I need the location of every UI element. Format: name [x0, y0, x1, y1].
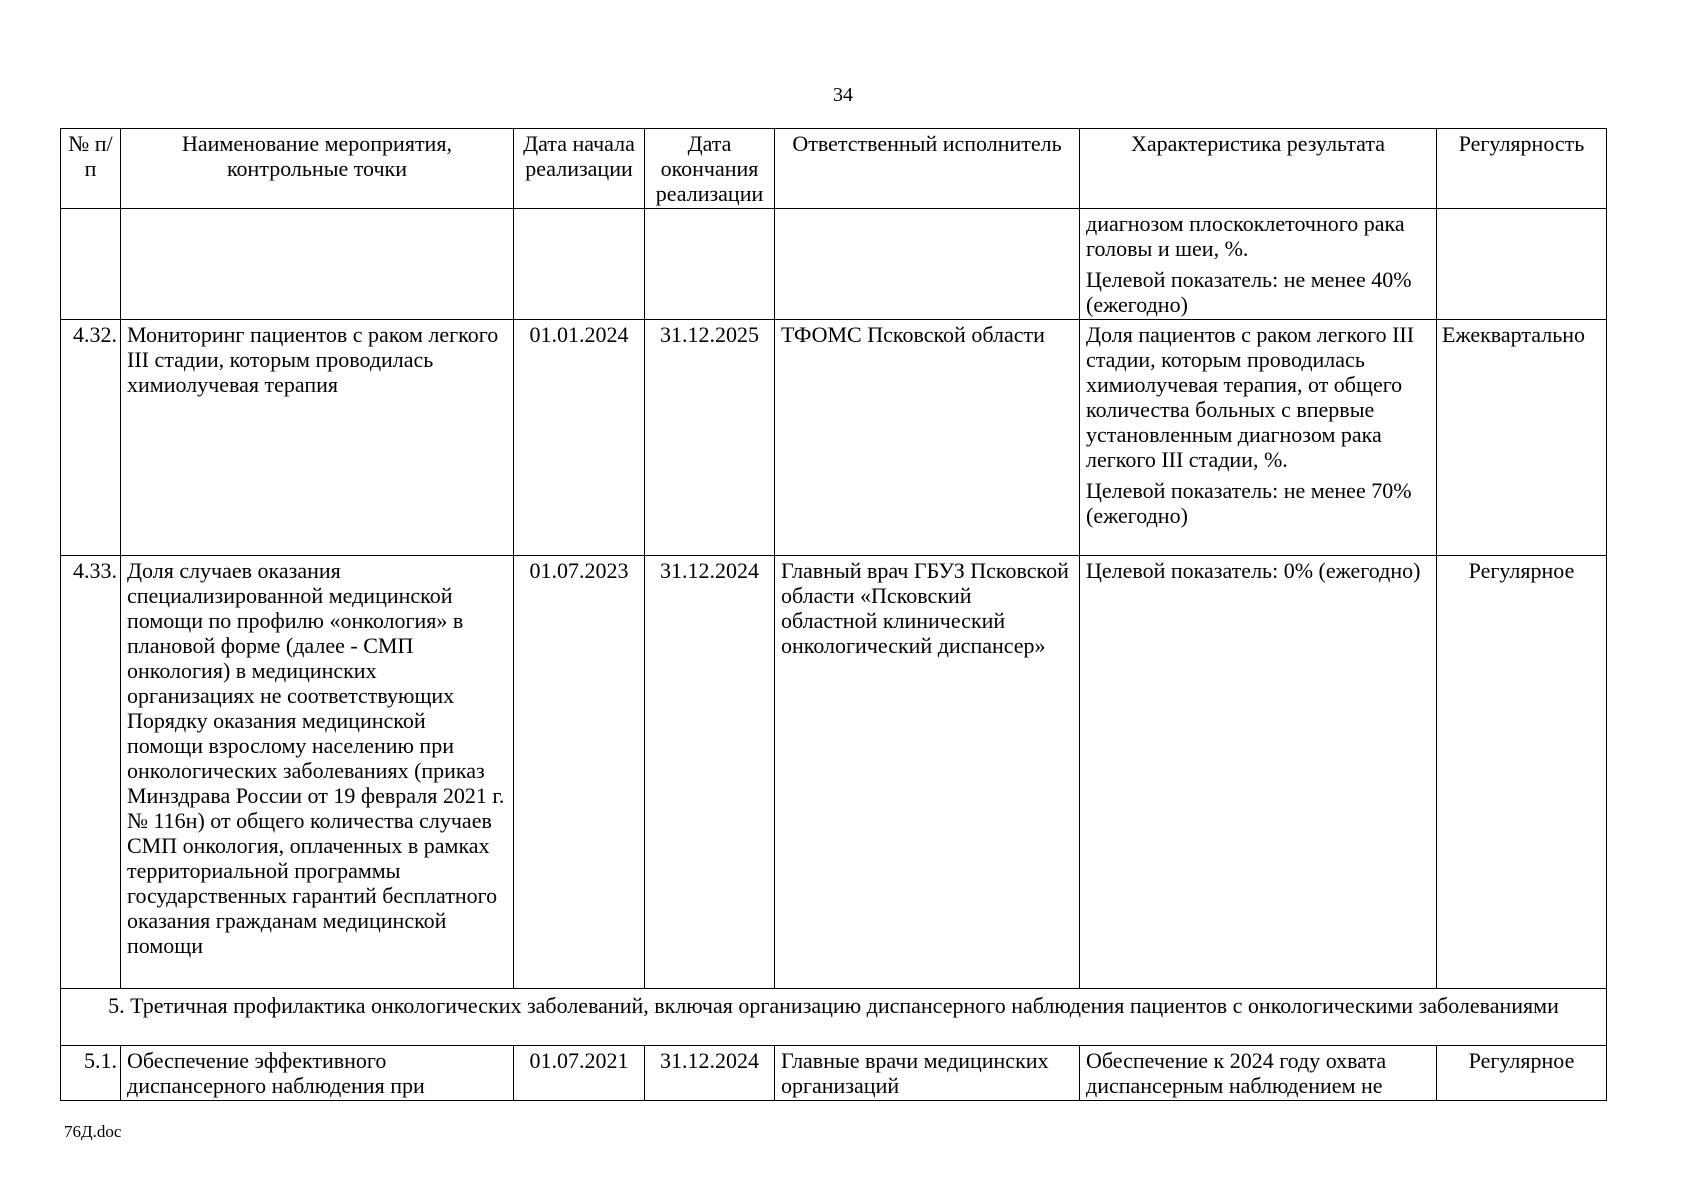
result-paragraph: Целевой показатель: 0% (ежегодно) [1086, 558, 1421, 583]
header-name: Наименование мероприятия, контрольные точки [121, 129, 514, 209]
row-responsible: Главный врач ГБУЗ Псковской области «Псковский областной клинический онкологический диспансер» [775, 556, 1080, 989]
row-end-date [645, 209, 775, 320]
row-regularity [1437, 209, 1607, 320]
page-number: 34 [833, 84, 853, 106]
row-end-date: 31.12.2024 [645, 556, 775, 989]
result-paragraph: диагнозом плоскоклеточного рака головы и шеи, %. [1086, 211, 1405, 261]
header-regularity: Регулярность [1437, 129, 1607, 209]
row-start-date: 01.07.2023 [514, 556, 645, 989]
row-result [1080, 209, 1437, 320]
result-paragraph: Целевой показатель: не менее 40% (ежегодно) [1086, 267, 1412, 317]
activities-table [60, 128, 1607, 1101]
row-start-date: 01.01.2024 [514, 320, 645, 556]
row-regularity: Ежеквартально [1437, 320, 1607, 556]
header-result: Характеристика результата [1080, 129, 1437, 209]
row-num: 4.32. [61, 320, 121, 556]
header-responsible: Ответственный исполнитель [775, 129, 1080, 209]
section-row [61, 989, 1607, 1046]
document-filename: 76Д.doc [64, 1122, 122, 1141]
row-responsible [775, 209, 1080, 320]
row-name: Мониторинг пациентов с раком легкого III стадии, которым проводилась химиолучевая терапия [121, 320, 514, 556]
header-start-date: Дата начала реализации [514, 129, 645, 209]
row-regularity: Регулярное [1437, 556, 1607, 989]
row-num: 4.33. [61, 556, 121, 989]
table-row [61, 556, 1607, 989]
row-result [1080, 320, 1437, 556]
row-name: Доля случаев оказания специализированной медицинской помощи по профилю «онкология» в плановой форме (далее - СМП онкология) в медицинских организациях не соответствующих Порядку оказания медицинской помощи взрослому населению при онкологических заболеваниях (приказ Минздрава России от 19 февраля 2021 г. № 116н) от общего количества случаев СМП онкология, оплаченных в рамках территориальной программы государственных гарантий бесплатного оказания гражданам медицинской помощи [121, 556, 514, 989]
table-row [61, 320, 1607, 556]
table-row [61, 1046, 1607, 1101]
header-row [61, 129, 1607, 209]
row-start-date: 01.07.2021 [514, 1046, 645, 1101]
row-responsible: ТФОМС Псковской области [775, 320, 1080, 556]
header-num: № п/п [61, 129, 121, 209]
row-responsible: Главные врачи медицинских организаций [775, 1046, 1080, 1101]
table-row [61, 209, 1607, 320]
row-name: Обеспечение эффективного диспансерного наблюдения при [121, 1046, 514, 1101]
row-regularity: Регулярное [1437, 1046, 1607, 1101]
result-paragraph: Целевой показатель: не менее 70% (ежегодно) [1086, 478, 1412, 528]
row-start-date [514, 209, 645, 320]
result-paragraph: Доля пациентов с раком легкого III стадии, которым проводилась химиолучевая терапия, от общего количества больных с впервые установленным диагнозом рака легкого III стадии, %. [1086, 322, 1415, 472]
row-result: Обеспечение к 2024 году охвата диспансерным наблюдением не [1080, 1046, 1437, 1101]
row-name [121, 209, 514, 320]
row-end-date: 31.12.2025 [645, 320, 775, 556]
row-num: 5.1. [61, 1046, 121, 1101]
row-result [1080, 556, 1437, 989]
section-title: 5. Третичная профилактика онкологических заболеваний, включая организацию диспансерного наблюдения пациентов с онкологическими заболеваниями [61, 989, 1607, 1046]
row-end-date: 31.12.2024 [645, 1046, 775, 1101]
header-end-date: Дата окончания реализации [645, 129, 775, 209]
row-num [61, 209, 121, 320]
